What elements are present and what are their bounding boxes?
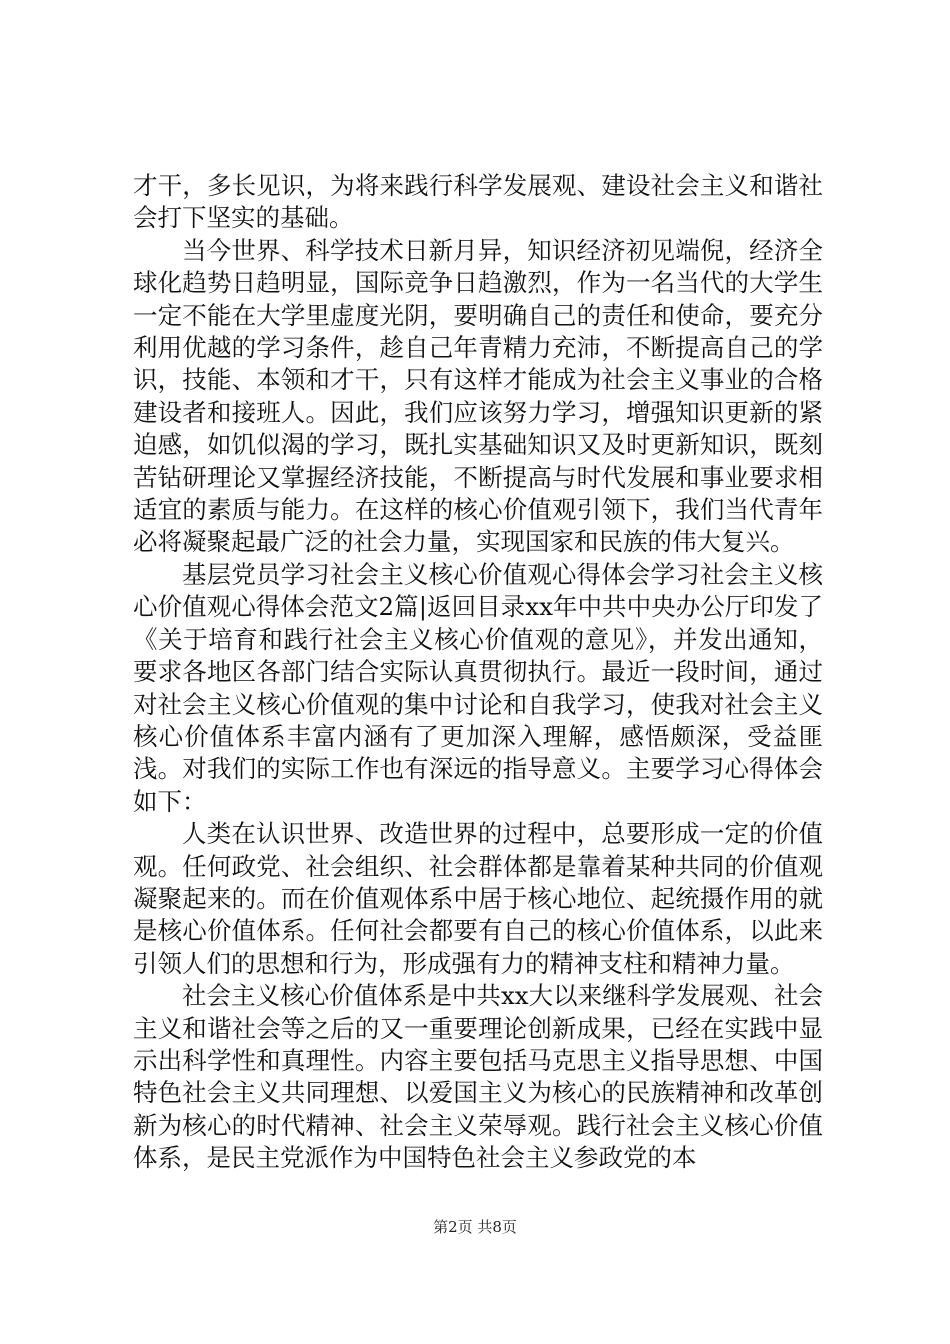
paragraph-5: 社会主义核心价值体系是中共xx大以来继科学发展观、社会主义和谐社会等之后的又一重要理论创新成果，已经在实践中显示出科学性和真理性。内容主要包括马克思主义指导思想、中国特色社会主义共同理想、以爱国主义为核心的民族精神和改革创新为核心的时代精神、社会主义荣辱观。践行社会主义核心价值体系，是民主党派作为中国特色社会主义参政党的本 [133, 981, 823, 1173]
paragraph-3: 基层党员学习社会主义核心价值观心得体会学习社会主义核心价值观心得体会范文2篇|返回目录xx年中共中央办公厅印发了《关于培育和践行社会主义核心价值观的意见》，并发出通知，要求各地区各部门结合实际认真贯彻执行。最近一段时间，通过对社会主义核心价值观的集中讨论和自我学习，使我对社会主义核心价值体系丰富内涵有了更加深入理解，感悟颇深，受益匪浅。对我们的实际工作也有深远的指导意义。主要学习心得体会如下： [133, 559, 823, 816]
page-number-footer: 第2页 共8页 [433, 1218, 517, 1236]
paragraph-4: 人类在认识世界、改造世界的过程中，总要形成一定的价值观。任何政党、社会组织、社会群体都是靠着某种共同的价值观凝聚起来的。而在价值观体系中居于核心地位、起统摄作用的就是核心价值体系。任何社会都要有自己的核心价值体系，以此来引领人们的思想和行为，形成强有力的精神支柱和精神力量。 [133, 819, 823, 978]
paragraph-2: 当今世界、科学技术日新月异，知识经济初见端倪，经济全球化趋势日趋明显，国际竞争日趋激烈，作为一名当代的大学生一定不能在大学里虚度光阴，要明确自己的责任和使命，要充分利用优越的学习条件，趁自己年青精力充沛，不断提高自己的学识，技能、本领和才干，只有这样才能成为社会主义事业的合格建设者和接班人。因此，我们应该努力学习，增强知识更新的紧迫感，如饥似渴的学习，既扎实基础知识又及时更新知识，既刻苦钻研理论又掌握经济技能，不断提高与时代发展和事业要求相适宜的素质与能力。在这样的核心价值观引领下，我们当代青年必将凝聚起最广泛的社会力量，实现国家和民族的伟大复兴。 [133, 235, 823, 557]
paragraph-1: 才干，多长见识，为将来践行科学发展观、建设社会主义和谐社会打下坚实的基础。 [133, 171, 823, 233]
document-body [133, 170, 823, 1175]
